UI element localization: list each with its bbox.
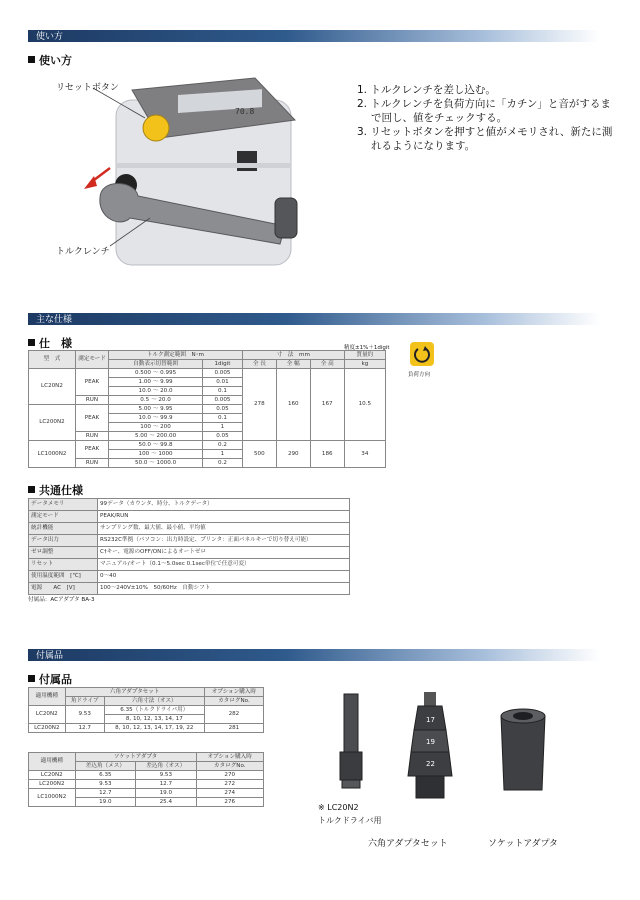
h-weight-unit: kg — [344, 360, 385, 369]
table-row: 測定モード PEAK/RUN — [29, 511, 350, 523]
callout-wrench: トルクレンチ — [56, 247, 110, 257]
adapter-illustrations — [318, 686, 578, 806]
table-row: 100 〜 200 1 — [29, 423, 386, 432]
table-row: LC200N2 PEAK 5.00 〜 9.95 0.05 — [29, 405, 386, 414]
table-row: LC20N2 9.53 6.35（トルクドライバ用） 282 — [29, 706, 264, 715]
driver-note: トルクドライバ用 — [318, 816, 382, 825]
lc20n2-note: ※ LC20N2 — [318, 803, 359, 812]
table-row: 統計機能 サンプリング数、最大値、最小値、平均値 — [29, 523, 350, 535]
h-height: 全 高 — [310, 360, 344, 369]
table-row: リセット マニュアル/オート（0.1〜5.0sec 0.1sec単位で任意可変） — [29, 559, 350, 571]
table-row: LC20N2 6.35 9.53 270 — [29, 771, 264, 780]
callout-reset: リセットボタン — [56, 83, 119, 93]
table-row: LC200N2 9.53 12.7 272 — [29, 780, 264, 789]
socket-adapter — [501, 716, 545, 790]
hex-adapter-table: 適用機種 六角アダプタセット オプション購入時 角ドライブ 六角寸法（オス） カタログNo. LC20N2 9.53 6.35（トルクドライバ用） 282 8, 10, 12, 13, 14, 17 LC200N2 12.7 8, 10, 12, 13, 14, 17, 19, 22 281 — [28, 687, 264, 733]
h-width: 全 幅 — [276, 360, 310, 369]
spec-band: 主な仕様 — [28, 313, 600, 325]
spec-title: 仕 様 — [28, 335, 72, 351]
table-row: RUN 5.00 〜 200.00 0.05 — [29, 432, 386, 441]
table-row: 使用温度範囲 [℃] 0〜40 — [29, 571, 350, 583]
table-row: 8, 10, 12, 13, 14, 17 — [29, 715, 264, 724]
table-row: ゼロ調整 C†キー、電源のOFF/ONによるオートゼロ — [29, 547, 350, 559]
table-row: 19.0 25.4 276 — [29, 798, 264, 807]
caption-socket-adapter: ソケットアダプタ — [488, 839, 558, 849]
wrench-head — [275, 198, 297, 238]
socket-adapter-table: 適用機種 ソケットアダプタ オプション購入時 差込角（メス） 差込角（オス） カタログNo. LC20N2 6.35 9.53 270 LC200N2 9.53 12.7 272 LC1000N2 12.7 19.0 274 19.0 25.4 276 — [28, 752, 264, 807]
accuracy-note: 精度±1%＋1digit — [344, 345, 390, 351]
table-row: 10.0 〜 20.0 0.1 — [29, 387, 386, 396]
table-row: データメモリ 99データ（カウンタ、時分、トルクデータ） — [29, 499, 350, 511]
caption-hex-set: 六角アダプタセット — [368, 839, 448, 849]
usage-title: 使い方 — [28, 52, 72, 68]
usage-steps — [357, 83, 621, 153]
reset-button[interactable] — [143, 115, 169, 141]
common-footnote: 付属品：ACアダプタ BA-3 — [28, 597, 95, 603]
acc-band: 付属品 — [28, 649, 600, 661]
rotate-arrow-icon — [410, 342, 434, 366]
table-row: 10.0 〜 99.9 0.1 — [29, 414, 386, 423]
h-range: トルク測定範囲 N･m — [109, 351, 243, 360]
acc-title: 付属品 — [28, 671, 72, 687]
step-1: 1. トルクレンチを差し込む。 — [357, 84, 496, 96]
table-row: データ出力 RS232C準拠（パソコン：出力時設定、プリンタ：正面パネルキーで切り替え可能） — [29, 535, 350, 547]
load-direction-badge — [410, 342, 434, 366]
h-length: 全 長 — [242, 360, 276, 369]
h-mode: 測定モード — [76, 351, 109, 369]
table-row: LC1000N2 PEAK 50.0 〜 99.8 0.2 500 290 186 34 — [29, 441, 386, 450]
table-row: LC20N2 PEAK 0.500 〜 0.995 0.005 278 160 167 10.5 — [29, 369, 386, 378]
adapter-mark-17: 17 — [426, 716, 435, 724]
h-weight: 質量約 — [344, 351, 385, 360]
step-2: 2. トルクレンチを負荷方向に「カチン」と音がするまで回し、値をチェックする。 — [357, 98, 611, 124]
table-row: RUN 0.5 〜 20.0 0.005 — [29, 396, 386, 405]
table-row: 電源 AC [V] 100〜240V±10% 50/60Hz 自動シフト — [29, 583, 350, 595]
table-row: LC1000N2 12.7 19.0 274 — [29, 789, 264, 798]
spec-table — [28, 350, 386, 468]
h-dims: 寸 法 mm — [242, 351, 344, 360]
common-title: 共通仕様 — [28, 482, 83, 498]
step-3: 3. リセットボタンを押すと値がメモリされ、新たに測れるようになります。 — [357, 126, 613, 152]
adapter-mark-22: 22 — [426, 760, 435, 768]
h-auto: 自動表示切替範囲 — [109, 360, 203, 369]
hex-driver-bit — [344, 694, 358, 754]
h-model: 型 式 — [29, 351, 76, 369]
table-row: 100 〜 1000 1 — [29, 450, 386, 459]
table-row: RUN 50.0 〜 1000.0 0.2 — [29, 459, 386, 468]
common-spec-table — [28, 498, 350, 595]
table-row: 1.00 〜 9.99 0.01 — [29, 378, 386, 387]
usage-band: 使い方 — [28, 30, 600, 42]
h-digit: 1digit — [203, 360, 243, 369]
load-direction-label: 負荷方向 — [408, 372, 431, 378]
table-row: LC200N2 12.7 8, 10, 12, 13, 14, 17, 19, 22 281 — [29, 724, 264, 733]
lcd-value: 70.8 — [235, 107, 255, 116]
adapter-mark-19: 19 — [426, 738, 435, 746]
